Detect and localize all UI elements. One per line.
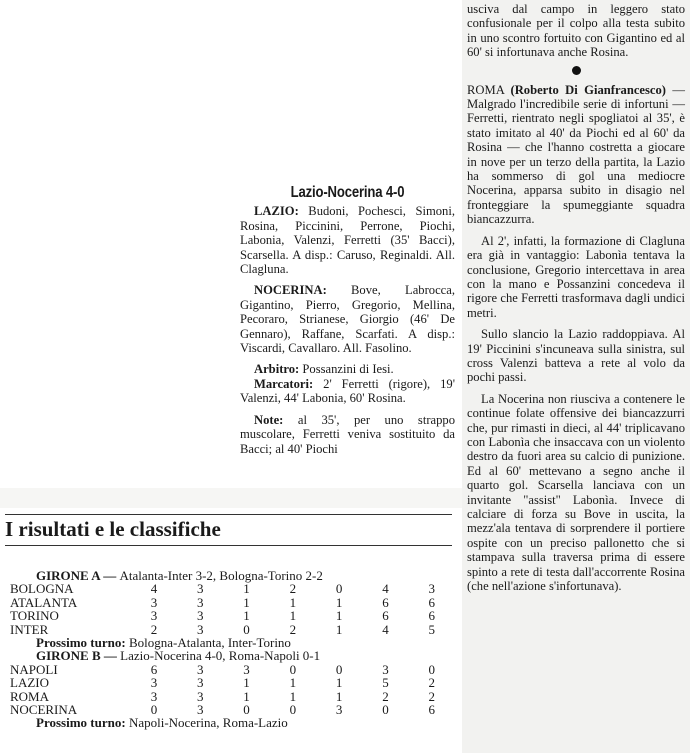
stat-cell: 6 <box>382 608 389 624</box>
standings-table-a <box>10 582 455 636</box>
stat-cell: 0 <box>335 661 343 677</box>
stat-cell: 6 <box>428 702 436 718</box>
entry-label: LAZIO: <box>254 204 299 219</box>
stat-cell: 0 <box>428 661 436 677</box>
stat-cell: 2 <box>289 621 297 637</box>
team-name: NAPOLI <box>10 661 58 677</box>
group-name: GIRONE B <box>36 648 101 664</box>
stat-cell: 4 <box>382 581 389 597</box>
report-paragraph: Al 2', infatti, la formazione di Clagluna era già in vantaggio: Labonìa tentava la conclusione, Gregorio intercettava in area con la mano e Possanzini concedeva il rigore che Ferretti trasformava dagli undici metri. <box>467 233 685 320</box>
group-dash: — <box>99 568 120 583</box>
stat-cell: 0 <box>289 661 297 677</box>
standings-row <box>10 596 455 609</box>
section-rule-top <box>5 514 452 515</box>
stat-cell: 3 <box>150 608 158 624</box>
standings-row <box>10 676 455 689</box>
report-continuation: usciva dal campo in leggero stato confusionale per il colpo alla testa subito in uno scontro fortuito con Gigantino ed al 60' si infortunava anche Rosina. <box>467 2 685 60</box>
team-name: INTER <box>10 621 49 637</box>
group-matches: Lazio-Nocerina 4-0, Roma-Napoli 0-1 <box>120 648 321 664</box>
stat-cell: 3 <box>197 675 204 691</box>
report-lead <box>467 83 685 227</box>
next-turn-label: Prossimo turno: <box>36 635 126 651</box>
report-paragraph: La Nocerina non riusciva a contenere le continue folate offensive dei biancazzurri che, pur rimasti in dieci, al 44' triplicavano con Labonìa che insaccava con un violento destro da fuori area su calcio di punizione. Ed al 60' mettevano a segno anche il quarto gol. Scarsella lanciava con un invitante "assist" Labonìa. Invece di calciare di forza su Bove in uscita, la mezz'ala tentava di sorprendere il portiere ospite con un preciso pallonetto che si stampava sulla traversa prima di essere spinto a rete di testa dall'accorrente Rosina (che nell'azione s'infortunava). <box>467 391 685 594</box>
team-name: LAZIO <box>10 675 49 691</box>
standings-row <box>10 582 455 595</box>
stat-cell: 1 <box>243 688 250 704</box>
stat-cell: 3 <box>382 661 389 677</box>
team-name: BOLOGNA <box>10 581 74 597</box>
stat-cell: 3 <box>197 621 204 637</box>
stat-cell: 4 <box>150 581 158 597</box>
stat-cell: 6 <box>150 661 158 677</box>
stat-cell: 5 <box>382 675 389 691</box>
standings-row <box>10 690 455 703</box>
scorers <box>240 377 455 406</box>
stat-cell: 1 <box>335 594 343 610</box>
standings-row <box>10 703 455 716</box>
stat-cell: 3 <box>150 594 158 610</box>
team-name: NOCERINA <box>10 702 78 718</box>
stat-cell: 1 <box>335 608 343 624</box>
group-dash: — <box>100 648 121 664</box>
stat-cell: 3 <box>150 688 158 704</box>
team-name: ATALANTA <box>10 594 78 610</box>
stat-cell: 2 <box>428 688 436 704</box>
entry-text: al 35', per uno strappo muscolare, Ferretti veniva sostituito da Bacci; al 40' Piochi <box>240 412 455 456</box>
section-title: I risultati e le classifiche <box>5 517 221 541</box>
stat-cell: 3 <box>197 608 204 624</box>
stat-cell: 1 <box>289 688 297 704</box>
entry-label: Arbitro: <box>254 362 300 377</box>
stat-cell: 2 <box>150 621 158 637</box>
group-name: GIRONE A <box>36 568 100 583</box>
standings <box>10 569 455 730</box>
stat-cell: 3 <box>197 661 204 677</box>
stat-cell: 1 <box>335 675 343 691</box>
stat-cell: 3 <box>197 688 204 704</box>
team-name: TORINO <box>10 608 59 624</box>
stat-cell: 6 <box>428 594 436 610</box>
stat-cell: 1 <box>243 675 250 691</box>
stat-cell: 1 <box>289 675 297 691</box>
stat-cell: 4 <box>382 621 389 637</box>
separator-bullet-icon <box>572 66 581 75</box>
lineup-nocerina <box>240 283 455 355</box>
stat-cell: 1 <box>335 688 343 704</box>
referee <box>240 362 455 376</box>
notes <box>240 413 455 456</box>
stat-cell: 1 <box>289 594 297 610</box>
stat-cell: 2 <box>428 675 436 691</box>
entry-text: Bove, Labrocca, Gigantino, Pierro, Gregorio, Mellina, Pecoraro, Strianese, Giorgio (46' De Gennaro), Raffane, Scarfati. A disp.: Viscardi, Cavallaro. All. Fasolino. <box>240 283 455 356</box>
next-turn-matches: Bologna-Atalanta, Inter-Torino <box>128 635 291 651</box>
match-report-column <box>467 2 685 593</box>
section-rule-bottom <box>5 545 452 546</box>
stat-cell: 0 <box>243 702 250 718</box>
lead-text: — Malgrado l'incredibile serie di infortuni — Ferretti, rientrato negli spogliatoi al 35', è stato imitato al 40' da Piochi ed al 60' da Rosina — che l'hanno costretta a giocare in nove per un terzo della partita, la Lazio ha sommerso di gol una mediocre Nocerina, apparsa subito in disagio nel fronteggiare la spumeggiante squadra biancazzurra. <box>467 82 685 227</box>
match-title: Lazio-Nocerina 4-0 <box>290 184 405 201</box>
report-paragraph: Sullo slancio la Lazio raddoppiava. Al 19' Piccinini s'incuneava sulla sinistra, sul cross Valenzi batteva a rete al volo da pochi passi. <box>467 327 685 385</box>
entry-label: NOCERINA: <box>254 283 327 298</box>
paper-shade-band <box>0 488 462 508</box>
group-header-b <box>10 649 455 662</box>
lineup-lazio <box>240 204 455 276</box>
next-turn-matches: Napoli-Nocerina, Roma-Lazio <box>128 715 288 731</box>
entry-label: Marcatori: <box>254 376 314 391</box>
stat-cell: 1 <box>289 608 297 624</box>
standings-row <box>10 663 455 676</box>
entry-label: Note: <box>254 412 284 427</box>
byline-author: (Roberto Di Gianfrancesco) <box>510 82 666 97</box>
standings-row <box>10 623 455 636</box>
stat-cell: 5 <box>428 621 436 637</box>
stat-cell: 1 <box>243 594 250 610</box>
next-turn-b <box>10 716 455 729</box>
stat-cell: 3 <box>197 594 204 610</box>
stat-cell: 1 <box>335 621 343 637</box>
stat-cell: 0 <box>243 621 250 637</box>
stat-cell: 3 <box>335 702 343 718</box>
next-turn-a <box>10 636 455 649</box>
next-turn-label: Prossimo turno: <box>36 715 126 731</box>
stat-cell: 3 <box>428 581 436 597</box>
stat-cell: 3 <box>197 581 204 597</box>
entry-text: Possanzini di Iesi. <box>302 362 394 377</box>
entry-text: Budoni, Pochesci, Simoni, Rosina, Piccinini, Perrone, Piochi, Labonia, Valenzi, Ferretti (35' Bacci), Scarsella. A disp.: Caruso, Reginaldi. All. Clagluna. <box>240 204 455 277</box>
stat-cell: 6 <box>428 608 436 624</box>
stat-cell: 1 <box>243 581 250 597</box>
match-box <box>240 186 455 456</box>
stat-cell: 0 <box>335 581 343 597</box>
standings-table-b <box>10 663 455 717</box>
team-name: ROMA <box>10 688 50 704</box>
stat-cell: 2 <box>382 688 389 704</box>
byline-place: ROMA <box>467 82 505 97</box>
stat-cell: 0 <box>289 702 297 718</box>
stat-cell: 2 <box>289 581 297 597</box>
stat-cell: 1 <box>243 608 250 624</box>
stat-cell: 3 <box>150 675 158 691</box>
stat-cell: 0 <box>150 702 158 718</box>
group-header-a <box>10 569 455 582</box>
stat-cell: 0 <box>382 702 389 718</box>
stat-cell: 3 <box>197 702 204 718</box>
stat-cell: 6 <box>382 594 389 610</box>
standings-row <box>10 609 455 622</box>
stat-cell: 3 <box>243 661 250 677</box>
entry-text: 2' Ferretti (rigore), 19' Valenzi, 44' Labonia, 60' Rosina. <box>240 376 455 406</box>
group-matches: Atalanta-Inter 3-2, Bologna-Torino 2-2 <box>119 568 323 583</box>
